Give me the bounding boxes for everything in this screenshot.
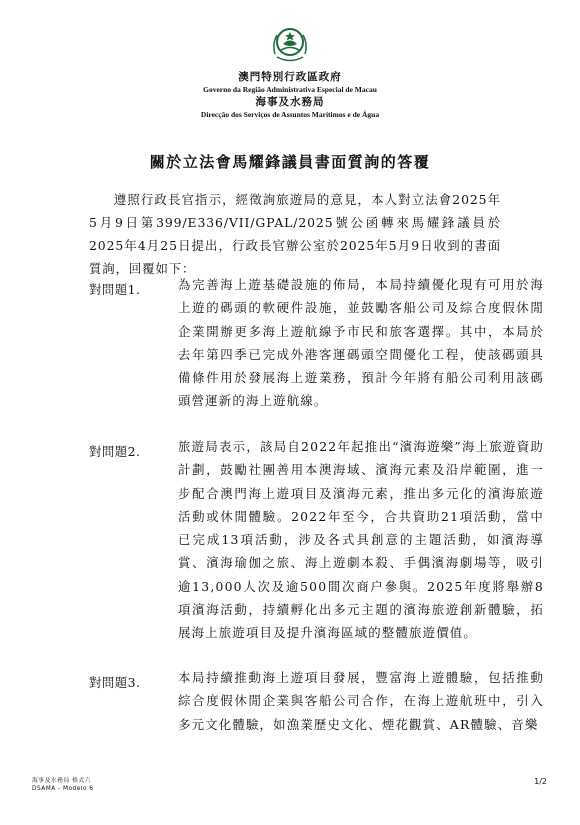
answer-text-1: 為完善海上遊基礎設施的佈局，本局持續優化現有可用於海上遊的碼頭的軟硬件設施，並鼓勵客船公司及綜合度假休閒企業開辦更多海上遊航線予市民和旅客選擇。其中，本局於去年第四季已完成外港客運碼頭空間優化工程，使該碼頭具備條件用於發展海上遊業務，預計今年將有船公司利用該碼頭營運新的海上遊航線。 bbox=[178, 277, 544, 409]
intro-paragraph bbox=[89, 188, 501, 280]
government-name-zh: 澳門特別行政區政府 bbox=[238, 71, 342, 83]
question-label-2: 對問題2. bbox=[89, 444, 141, 459]
answer-text-3: 本局持續推動海上遊項目發展，豐富海上遊體驗，包括推動綜合度假休閒企業與客船公司合作，在海上遊航班中，引入多元文化體驗，如漁業歷史文化、煙花觀賞、AR體驗、音樂 bbox=[178, 670, 544, 732]
intro-text: 遵照行政長官指示，經徵詢旅遊局的意見，本人對立法會2025年5月9日第399/E336/VII/GPAL/2025號公函轉來馬耀鋒議員於2025年4月25日提出，行政長官辦公室於2025年5月9日收到的書面質詢，回覆如下： bbox=[89, 192, 501, 276]
form-footer bbox=[32, 777, 93, 793]
department-name-pt: Direcção dos Serviços de Assuntos Marítimos e de Água bbox=[200, 110, 380, 119]
document-title: 關於立法會馬耀鋒議員書面質詢的答覆 bbox=[149, 153, 431, 171]
page-number: 1/2 bbox=[534, 777, 547, 786]
form-code-pt: DSAMA - Modelo 6 bbox=[32, 786, 94, 792]
government-name-pt: Governo da Região Administrativa Especial de Macau bbox=[203, 85, 377, 94]
macau-emblem-icon bbox=[269, 24, 311, 68]
question-label-1: 對問題1. bbox=[89, 282, 141, 297]
department-name-zh: 海事及水務局 bbox=[255, 96, 325, 108]
answer-text-2: 旅遊局表示，該局自2022年起推出“濱海遊樂”海上旅遊資助計劃，鼓勵社團善用本澳海域、濱海元素及沿岸範圍，進一步配合澳門海上遊項目及濱海元素，推出多元化的濱海旅遊活動或休閒體驗。2022年至今，合共資助21項活動，當中已完成13項活動，涉及各式具創意的主題活動，如濱海導賞、濱海瑜伽之旅、海上遊劇本殺、手偶濱海劇場等，吸引逾13,000人次及逾500間次商户參與。2025年度將舉辦8項濱海活動，持續孵化出多元主題的濱海旅遊創新體驗，拓展海上旅遊項目及提升濱海區域的整體旅遊價值。 bbox=[178, 439, 544, 641]
question-label-3: 對問題3. bbox=[89, 675, 141, 690]
form-code-zh: 海事及水務局 格式六 bbox=[32, 778, 92, 784]
